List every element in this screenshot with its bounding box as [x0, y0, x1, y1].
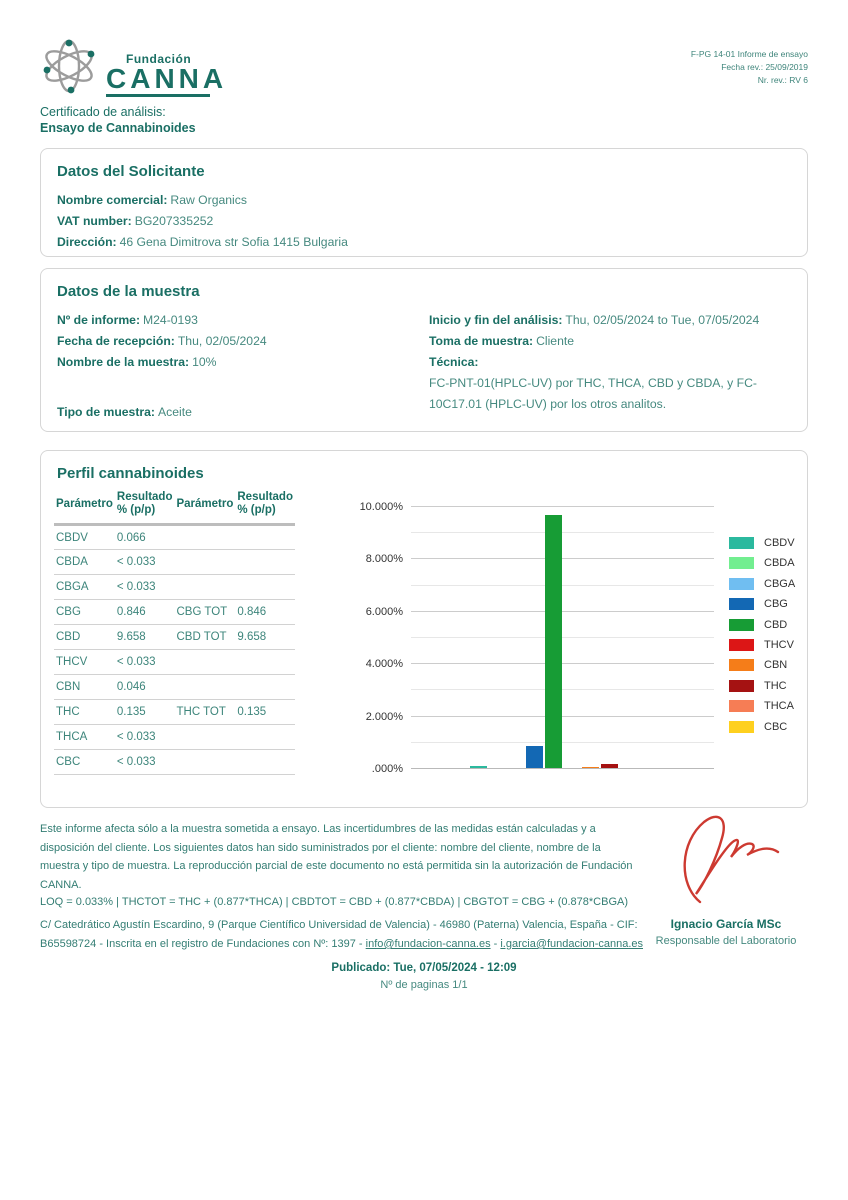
legend-label: CBD	[764, 618, 788, 631]
legend-label: CBN	[764, 659, 788, 672]
gridline	[411, 716, 714, 717]
table-row	[54, 550, 295, 575]
gridline	[411, 768, 714, 769]
field-label: Nombre comercial:	[57, 193, 168, 207]
gridline	[411, 663, 714, 664]
table-cell: < 0.033	[115, 725, 175, 750]
table-row	[54, 650, 295, 675]
table-cell: < 0.033	[115, 550, 175, 575]
brand-underline	[106, 94, 210, 97]
table-cell	[174, 725, 235, 750]
loq-formula-text: LOQ = 0.033% | THCTOT = THC + (0.877*THCA) | CBDTOT = CBD + (0.877*CBDA) | CBGTOT = CBG + (0.878*CBGA)	[40, 896, 629, 908]
table-cell	[235, 750, 295, 775]
table-cell	[174, 650, 235, 675]
gridline	[411, 742, 714, 743]
legend-item-CBDA	[729, 557, 795, 569]
legend-swatch-icon	[729, 659, 754, 671]
field-value: BG207335252	[134, 214, 214, 228]
legend-swatch-icon	[729, 700, 754, 712]
field-label: Nombre de la muestra:	[57, 355, 190, 369]
gridline	[411, 506, 714, 507]
legend-item-CBD	[729, 619, 795, 631]
y-axis-tick-label: 2.000%	[365, 710, 403, 723]
table-cell	[235, 550, 295, 575]
field-value: Thu, 02/05/2024	[177, 334, 267, 348]
table-cell	[174, 675, 235, 700]
legend-swatch-icon	[729, 619, 754, 631]
table-row	[54, 525, 295, 550]
table-cell: CBG	[54, 600, 115, 625]
page-count: Nº de paginas 1/1	[380, 979, 468, 991]
field-label: Nº de informe:	[57, 313, 140, 327]
table-cell: 0.135	[115, 700, 175, 725]
bar-CBG	[526, 746, 543, 768]
cannabinoid-results-table	[54, 489, 295, 775]
legend-label: CBC	[764, 720, 788, 733]
field-value: Aceite	[157, 405, 192, 419]
email-link-igarcia[interactable]: i.garcia@fundacion-canna.es	[500, 938, 643, 950]
published-date: Publicado: Tue, 07/05/2024 - 12:09	[331, 962, 517, 974]
table-cell: 9.658	[115, 625, 175, 650]
table-row	[54, 575, 295, 600]
signer-name: Ignacio García MSc	[670, 917, 782, 931]
meta-line: Fecha rev.: 25/09/2019	[721, 62, 808, 72]
sample-section	[40, 268, 808, 432]
legend-swatch-icon	[729, 680, 754, 692]
legend-item-THCA	[729, 700, 795, 712]
table-row	[54, 625, 295, 650]
address-text: C/ Catedrático Agustín Escardino, 9 (Parque Científico Universidad de Valencia) - 46980 (Paterna) Valencia, España - CIF: B65598724 - Inscrita en el registro de Fundaciones con Nº: 1397 -	[40, 919, 638, 950]
signer-role: Responsable del Laboratorio	[655, 935, 797, 947]
gridline	[411, 585, 714, 586]
technique-line: 10C17.01 (HPLC-UV) por los otros analitos.	[429, 397, 667, 411]
legend-label: CBGA	[764, 577, 796, 590]
document-title-line1: Certificado de análisis:	[40, 105, 166, 119]
table-cell: 0.046	[115, 675, 175, 700]
applicant-section-title: Datos del Solicitante	[57, 163, 205, 180]
document-title	[40, 104, 196, 136]
legend-swatch-icon	[729, 598, 754, 610]
column-header: Resultado % (p/p)	[115, 489, 175, 525]
meta-line: F-PG 14-01 Informe de ensayo	[690, 49, 808, 59]
table-row	[54, 675, 295, 700]
legend-item-THCV	[729, 639, 795, 651]
legend-label: THC	[764, 679, 787, 692]
sample-section-title: Datos de la muestra	[57, 283, 200, 300]
table-cell	[235, 525, 295, 550]
chart-legend	[729, 537, 795, 741]
table-header-row	[54, 489, 295, 525]
signature-block	[628, 810, 824, 947]
table-cell: 9.658	[235, 625, 295, 650]
gridline	[411, 532, 714, 533]
legend-label: CBDV	[764, 537, 795, 549]
table-cell	[235, 725, 295, 750]
y-axis-tick-label: 6.000%	[365, 605, 403, 618]
email-link-info[interactable]: info@fundacion-canna.es	[365, 938, 491, 950]
profile-section-title: Perfil cannabinoides	[57, 465, 204, 482]
signature-icon	[666, 897, 786, 914]
legend-label: THCA	[764, 700, 794, 713]
field-value: Cliente	[536, 334, 575, 348]
table-cell	[174, 525, 235, 550]
column-header: Parámetro	[174, 489, 235, 525]
table-cell: CBDA	[54, 550, 115, 575]
legend-item-CBC	[729, 721, 795, 733]
y-axis-tick-label: 4.000%	[365, 658, 403, 671]
table-row	[54, 750, 295, 775]
meta-line: Nr. rev.: RV 6	[757, 75, 808, 85]
legend-item-CBN	[729, 659, 795, 671]
legend-label: CBDA	[764, 557, 795, 570]
table-cell: 0.135	[235, 700, 295, 725]
field-value: Raw Organics	[170, 193, 247, 207]
applicant-section	[40, 148, 808, 257]
table-cell: CBDV	[54, 525, 115, 550]
gridline	[411, 611, 714, 612]
table-cell: CBD	[54, 625, 115, 650]
technique-line: FC-PNT-01(HPLC-UV) por THC, THCA, CBD y CBDA, y FC-	[429, 376, 757, 390]
publication-info	[0, 962, 848, 991]
table-cell	[235, 675, 295, 700]
legend-item-CBG	[729, 598, 795, 610]
legend-label: CBG	[764, 598, 788, 611]
table-cell: THC TOT	[174, 700, 235, 725]
legend-swatch-icon	[729, 639, 754, 651]
table-cell: 0.846	[235, 600, 295, 625]
document-revision-meta	[691, 48, 808, 87]
field-value: 46 Gena Dimitrova str Sofia 1415 Bulgaria	[119, 235, 348, 249]
gridline	[411, 558, 714, 559]
table-row	[54, 600, 295, 625]
brand-logo	[36, 36, 227, 103]
cannabinoid-profile-section	[40, 450, 808, 808]
atom-logo-icon	[36, 36, 102, 103]
table-cell: 0.846	[115, 600, 175, 625]
address-separator: -	[490, 938, 501, 950]
table-cell: < 0.033	[115, 575, 175, 600]
legend-item-CBGA	[729, 578, 795, 590]
table-cell: CBC	[54, 750, 115, 775]
field-label: Inicio y fin del análisis:	[429, 313, 563, 327]
brand-name-top: Fundación	[126, 52, 192, 66]
legend-swatch-icon	[729, 557, 754, 569]
bar-CBDV	[470, 766, 487, 768]
table-cell	[174, 550, 235, 575]
table-cell: 0.066	[115, 525, 175, 550]
disclaimer-text: Este informe afecta sólo a la muestra sometida a ensayo. Las incertidumbres de las medidas están calculadas y a disposición del cliente. Los siguientes datos han sido suministrados por el cliente: nombre del cliente, nombre de la muestra y tipo de muestra. La reproducción parcial de este documento no está permitida sin la autorización de Fundación CANNA.	[40, 823, 633, 891]
table-cell	[235, 650, 295, 675]
field-value: M24-0193	[143, 313, 198, 327]
legend-swatch-icon	[729, 721, 754, 733]
table-cell: THCV	[54, 650, 115, 675]
legend-item-CBDV	[729, 537, 795, 549]
bar-THC	[601, 764, 618, 768]
bar-CBN	[582, 767, 599, 768]
field-label: VAT number:	[57, 214, 132, 228]
y-axis-tick-label: .000%	[371, 763, 403, 775]
table-cell: CBD TOT	[174, 625, 235, 650]
chart-plot-area	[411, 507, 714, 769]
table-cell: < 0.033	[115, 750, 175, 775]
column-header: Parámetro	[54, 489, 115, 525]
gridline	[411, 689, 714, 690]
table-cell	[235, 575, 295, 600]
brand-name-main: CANNA	[106, 63, 228, 94]
field-value: Thu, 02/05/2024 to Tue, 07/05/2024	[565, 313, 760, 327]
field-label: Tipo de muestra:	[57, 405, 155, 419]
legend-swatch-icon	[729, 578, 754, 590]
table-cell: < 0.033	[115, 650, 175, 675]
document-title-line2: Ensayo de Cannabinoides	[40, 121, 196, 135]
table-cell	[174, 575, 235, 600]
table-row	[54, 700, 295, 725]
field-value: 10%	[192, 355, 217, 369]
table-cell: CBGA	[54, 575, 115, 600]
legend-swatch-icon	[729, 537, 754, 549]
gridline	[411, 637, 714, 638]
field-label: Técnica:	[429, 355, 479, 369]
legend-item-THC	[729, 680, 795, 692]
field-label: Toma de muestra:	[429, 334, 534, 348]
lab-address	[40, 916, 654, 954]
y-axis-tick-label: 8.000%	[365, 553, 403, 566]
table-cell: THCA	[54, 725, 115, 750]
legend-label: THCV	[764, 638, 794, 651]
bar-CBD	[545, 515, 562, 768]
y-axis-tick-label: 10.000%	[359, 501, 403, 513]
table-cell: THC	[54, 700, 115, 725]
table-cell	[174, 750, 235, 775]
table-row	[54, 725, 295, 750]
column-header: Resultado % (p/p)	[235, 489, 295, 525]
field-label: Fecha de recepción:	[57, 334, 175, 348]
field-label: Dirección:	[57, 235, 117, 249]
table-cell: CBN	[54, 675, 115, 700]
table-cell: CBG TOT	[174, 600, 235, 625]
